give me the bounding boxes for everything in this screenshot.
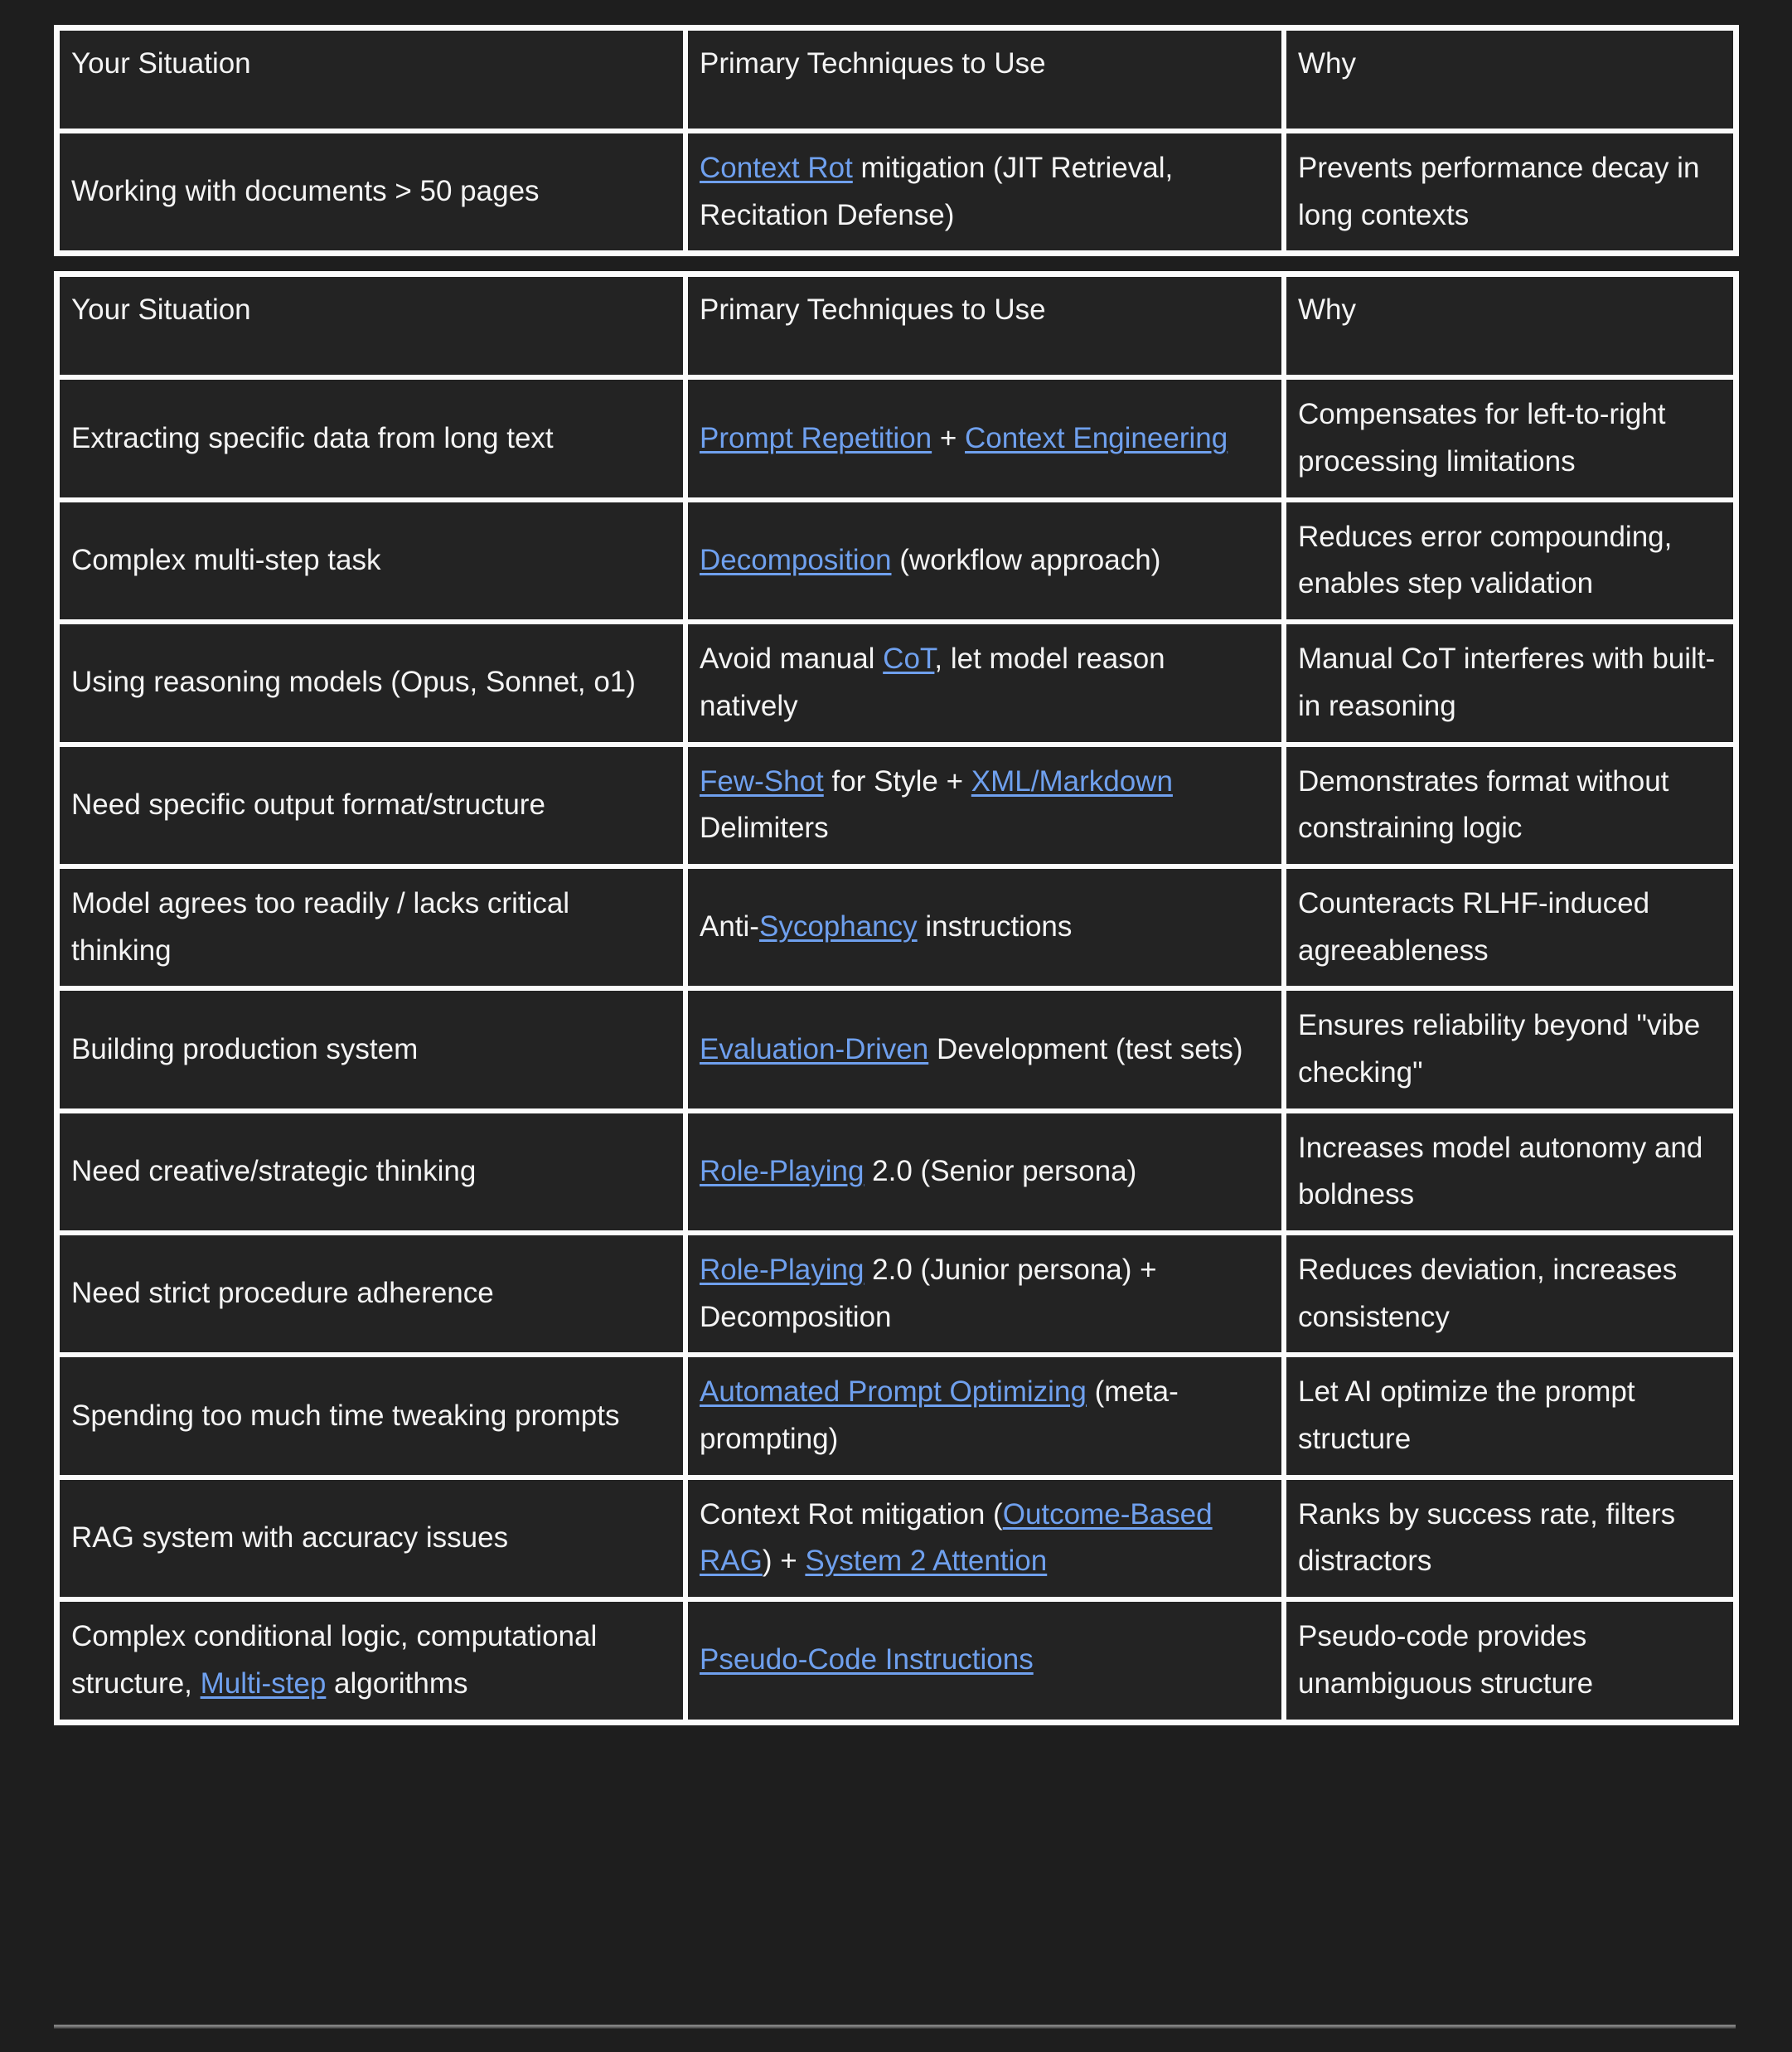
plain-text: (workflow approach) <box>891 544 1161 577</box>
technique-text <box>700 904 1271 951</box>
why-text: Compensates for left-to-right processing limitations <box>1298 398 1666 478</box>
plain-text: Spending too much time tweaking prompts <box>71 1399 620 1432</box>
table-row <box>57 1477 1736 1599</box>
cell-situation <box>57 866 685 988</box>
plain-text: Development (test sets) <box>928 1032 1243 1065</box>
cell-why <box>1284 866 1736 988</box>
technique-text <box>700 1492 1271 1585</box>
table-row <box>57 988 1736 1110</box>
technique-link[interactable]: Sycophancy <box>758 910 918 944</box>
technique-link[interactable]: System 2 Attention <box>805 1545 1048 1578</box>
table-header-row <box>57 274 1736 377</box>
cell-technique <box>685 988 1284 1110</box>
cell-situation <box>57 622 685 744</box>
cell-technique <box>685 745 1284 866</box>
why-text: Ensures reliability beyond "vibe checking" <box>1298 1009 1701 1089</box>
plain-text: mitigation (JIT Retrieval, Recitation Defense) <box>700 152 1174 231</box>
situation-text <box>71 1393 673 1440</box>
plain-text: Delimiters <box>700 812 829 845</box>
cell-situation <box>57 500 685 622</box>
situation-text <box>71 1270 673 1317</box>
column-header-situation <box>57 28 685 131</box>
plain-text: RAG system with accuracy issues <box>71 1521 509 1555</box>
column-header-technique <box>685 274 1284 377</box>
cell-why <box>1284 1233 1736 1355</box>
table-row <box>57 1111 1736 1233</box>
plain-text: Need strict procedure adherence <box>71 1277 494 1310</box>
page-bottom-divider <box>54 2025 1736 2029</box>
cell-technique <box>685 866 1284 988</box>
situation-text <box>71 1148 673 1196</box>
cell-why <box>1284 500 1736 622</box>
cell-technique <box>685 1355 1284 1477</box>
plain-text: Need creative/strategic thinking <box>71 1154 477 1187</box>
techniques-table-2 <box>54 271 1739 1725</box>
technique-link[interactable]: XML/Markdown <box>971 764 1173 798</box>
plain-text: for Style + <box>823 764 971 798</box>
technique-link[interactable]: Pseudo-Code Instructions <box>700 1643 1034 1676</box>
table-row <box>57 866 1736 988</box>
technique-text <box>700 1369 1271 1463</box>
plain-text: Complex conditional logic, computational structure, <box>71 1620 598 1700</box>
why-text: Increases model autonomy and boldness <box>1298 1131 1703 1211</box>
situation-text <box>71 537 673 585</box>
situation-text <box>71 1613 673 1707</box>
cell-why <box>1284 745 1736 866</box>
why-text: Manual CoT interferes with built-in reasoning <box>1298 643 1716 722</box>
cell-situation <box>57 1111 685 1233</box>
plain-text: (meta-prompting) <box>700 1375 1179 1456</box>
cell-situation <box>57 745 685 866</box>
plain-text: algorithms <box>326 1666 468 1700</box>
technique-text <box>700 759 1271 852</box>
cell-why <box>1284 622 1736 744</box>
cell-why <box>1284 1355 1736 1477</box>
situation-text <box>71 782 673 829</box>
why-text: Let AI optimize the prompt structure <box>1298 1375 1635 1456</box>
why-text: Pseudo-code provides unambiguous structure <box>1298 1620 1594 1700</box>
technique-link[interactable]: Context Rot <box>700 152 853 184</box>
plain-text: ) + <box>762 1545 806 1578</box>
plain-text: Building production system <box>71 1032 419 1065</box>
plain-text: Avoid manual <box>700 643 884 676</box>
cell-technique <box>685 377 1284 499</box>
table-row <box>57 1599 1736 1721</box>
plain-text: + <box>932 421 966 454</box>
technique-text <box>700 1026 1271 1074</box>
technique-link[interactable]: Evaluation-Driven <box>700 1032 929 1065</box>
situation-text: Working with documents > 50 pages <box>71 175 540 208</box>
why-text: Reduces error compounding, enables step validation <box>1298 520 1673 600</box>
technique-link[interactable]: Few-Shot <box>700 764 824 798</box>
technique-link[interactable]: Multi-step <box>200 1666 327 1700</box>
technique-link[interactable]: Prompt Repetition <box>700 421 932 454</box>
technique-text <box>700 1148 1271 1196</box>
table-2-body <box>57 274 1736 1721</box>
plain-text: Using reasoning models (Opus, Sonnet, o1) <box>71 666 636 699</box>
plain-text: 2.0 (Junior persona) + Decomposition <box>700 1254 1157 1333</box>
table-row <box>57 745 1736 866</box>
table-row <box>57 500 1736 622</box>
plain-text: 2.0 (Senior persona) <box>864 1154 1137 1187</box>
techniques-table-1 <box>54 25 1739 256</box>
cell-why <box>1284 377 1736 499</box>
technique-text <box>700 415 1271 463</box>
technique-link[interactable]: CoT <box>883 643 935 676</box>
plain-text: , let model reason natively <box>700 643 1165 722</box>
technique-text <box>700 636 1271 730</box>
situation-text <box>71 1026 673 1074</box>
cell-technique <box>685 1599 1284 1721</box>
column-header-technique-label: Primary Techniques to Use <box>700 293 1046 327</box>
technique-link[interactable]: Automated Prompt Optimizing <box>700 1375 1087 1409</box>
column-header-technique-label: Primary Techniques to Use <box>700 47 1046 80</box>
cell-situation <box>57 1477 685 1599</box>
table-row <box>57 1355 1736 1477</box>
plain-text: Context Rot mitigation ( <box>700 1497 1003 1531</box>
cell-situation <box>57 1599 685 1721</box>
technique-text <box>700 1637 1271 1684</box>
plain-text: Complex multi-step task <box>71 544 381 577</box>
why-text: Ranks by success rate, filters distractors <box>1298 1497 1676 1578</box>
cell-technique <box>685 131 1284 253</box>
table-row <box>57 377 1736 499</box>
cell-technique <box>685 1233 1284 1355</box>
cell-situation <box>57 131 685 253</box>
column-header-why-label: Why <box>1298 47 1356 80</box>
plain-text: Model agrees too readily / lacks critical thinking <box>71 886 570 967</box>
why-text: Counteracts RLHF-induced agreeableness <box>1298 886 1650 967</box>
table-row <box>57 131 1736 253</box>
cell-why <box>1284 1477 1736 1599</box>
column-header-why <box>1284 274 1736 377</box>
technique-text <box>700 145 1271 239</box>
cell-why <box>1284 1599 1736 1721</box>
column-header-why-label: Why <box>1298 293 1356 327</box>
plain-text: Anti- <box>700 910 759 944</box>
cell-technique <box>685 622 1284 744</box>
column-header-situation-label: Your Situation <box>71 293 251 327</box>
column-header-technique <box>685 28 1284 131</box>
cell-situation <box>57 1233 685 1355</box>
why-text: Demonstrates format without constraining logic <box>1298 764 1669 845</box>
situation-text <box>71 415 673 463</box>
why-text: Prevents performance decay in long contexts <box>1298 152 1700 231</box>
situation-text <box>71 659 673 706</box>
plain-text: Need specific output format/structure <box>71 788 545 821</box>
technique-link[interactable]: Role-Playing <box>700 1254 865 1286</box>
table-row <box>57 1233 1736 1355</box>
technique-link[interactable]: Context Engineering <box>965 421 1228 454</box>
cell-technique <box>685 500 1284 622</box>
technique-link[interactable]: Role-Playing <box>700 1154 865 1187</box>
plain-text: instructions <box>917 910 1073 944</box>
technique-link[interactable]: Outcome-Based RAG <box>700 1497 1213 1578</box>
column-header-why <box>1284 28 1736 131</box>
technique-text <box>700 1247 1271 1341</box>
plain-text: Extracting specific data from long text <box>71 421 554 454</box>
cell-technique <box>685 1477 1284 1599</box>
cell-why <box>1284 131 1736 253</box>
table-header-row <box>57 28 1736 131</box>
column-header-situation-label: Your Situation <box>71 47 251 80</box>
technique-link[interactable]: Decomposition <box>700 544 892 577</box>
cell-why <box>1284 1111 1736 1233</box>
technique-text <box>700 537 1271 585</box>
why-text: Reduces deviation, increases consistency <box>1298 1254 1678 1333</box>
cell-situation <box>57 988 685 1110</box>
column-header-situation <box>57 274 685 377</box>
situation-text <box>71 880 673 974</box>
cell-situation <box>57 1355 685 1477</box>
cell-why <box>1284 988 1736 1110</box>
situation-text <box>71 1515 673 1562</box>
cell-technique <box>685 1111 1284 1233</box>
table-row <box>57 622 1736 744</box>
cell-situation <box>57 377 685 499</box>
